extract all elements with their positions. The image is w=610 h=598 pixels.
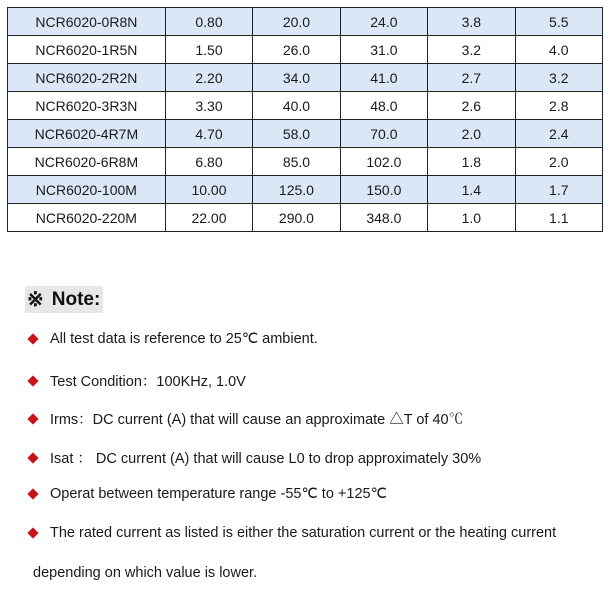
value-cell: 348.0 xyxy=(340,204,427,232)
value-cell: 1.4 xyxy=(428,176,515,204)
value-cell: 26.0 xyxy=(253,36,340,64)
note-item xyxy=(27,408,463,429)
value-cell: 102.0 xyxy=(340,148,427,176)
diamond-bullet-icon xyxy=(27,375,38,386)
value-cell: 48.0 xyxy=(340,92,427,120)
value-cell: 58.0 xyxy=(253,120,340,148)
value-cell: 2.20 xyxy=(165,64,252,92)
note-item xyxy=(27,370,246,391)
value-cell: 2.6 xyxy=(428,92,515,120)
value-cell: 1.8 xyxy=(428,148,515,176)
diamond-bullet-icon xyxy=(27,527,38,538)
value-cell: 5.5 xyxy=(515,8,602,36)
spec-table-body xyxy=(8,8,603,232)
note-title: Note: xyxy=(51,288,101,310)
part-number-cell: NCR6020-2R2N xyxy=(8,64,166,92)
part-number-cell: NCR6020-0R8N xyxy=(8,8,166,36)
table-row xyxy=(8,92,603,120)
value-cell: 31.0 xyxy=(340,36,427,64)
note-item-text: Irms：DC current (A) that will cause an approximate △T of 40℃ xyxy=(50,412,464,428)
value-cell: 3.2 xyxy=(515,64,602,92)
note-item xyxy=(27,331,318,347)
note-item-text: Test Condition：100KHz, 1.0V xyxy=(50,374,246,390)
table-row xyxy=(8,176,603,204)
part-number-cell: NCR6020-4R7M xyxy=(8,120,166,148)
note-item xyxy=(27,447,481,468)
value-cell: 1.50 xyxy=(165,36,252,64)
table-row xyxy=(8,204,603,232)
diamond-bullet-icon xyxy=(27,488,38,499)
note-item-text: All test data is reference to 25℃ ambient. xyxy=(50,331,318,347)
value-cell: 1.0 xyxy=(428,204,515,232)
part-number-cell: NCR6020-6R8M xyxy=(8,148,166,176)
value-cell: 10.00 xyxy=(165,176,252,204)
value-cell: 125.0 xyxy=(253,176,340,204)
value-cell: 2.0 xyxy=(515,148,602,176)
diamond-bullet-icon xyxy=(27,333,38,344)
part-number-cell: NCR6020-1R5N xyxy=(8,36,166,64)
value-cell: 4.70 xyxy=(165,120,252,148)
value-cell: 6.80 xyxy=(165,148,252,176)
value-cell: 0.80 xyxy=(165,8,252,36)
value-cell: 22.00 xyxy=(165,204,252,232)
value-cell: 3.30 xyxy=(165,92,252,120)
reference-mark-icon: ※ xyxy=(27,289,44,311)
note-item-text: Isat ： DC current (A) that will cause L0 to drop approximately 30% xyxy=(50,451,482,467)
value-cell: 3.8 xyxy=(428,8,515,36)
value-cell: 34.0 xyxy=(253,64,340,92)
note-heading xyxy=(25,286,103,313)
value-cell: 24.0 xyxy=(340,8,427,36)
spec-table xyxy=(7,7,603,232)
value-cell: 70.0 xyxy=(340,120,427,148)
table-row xyxy=(8,8,603,36)
table-row xyxy=(8,36,603,64)
note-item-text: The rated current as listed is either the saturation current or the heating current xyxy=(50,525,557,541)
part-number-cell: NCR6020-3R3N xyxy=(8,92,166,120)
value-cell: 1.7 xyxy=(515,176,602,204)
part-number-cell: NCR6020-100M xyxy=(8,176,166,204)
note-item xyxy=(27,525,556,541)
diamond-bullet-icon xyxy=(27,413,38,424)
value-cell: 2.8 xyxy=(515,92,602,120)
value-cell: 290.0 xyxy=(253,204,340,232)
part-number-cell: NCR6020-220M xyxy=(8,204,166,232)
value-cell: 1.1 xyxy=(515,204,602,232)
value-cell: 41.0 xyxy=(340,64,427,92)
value-cell: 3.2 xyxy=(428,36,515,64)
value-cell: 2.7 xyxy=(428,64,515,92)
table-row xyxy=(8,148,603,176)
diamond-bullet-icon xyxy=(27,452,38,463)
value-cell: 4.0 xyxy=(515,36,602,64)
value-cell: 40.0 xyxy=(253,92,340,120)
value-cell: 20.0 xyxy=(253,8,340,36)
value-cell: 150.0 xyxy=(340,176,427,204)
note-item-continuation: depending on which value is lower. xyxy=(33,565,258,581)
note-item xyxy=(27,486,387,502)
value-cell: 85.0 xyxy=(253,148,340,176)
table-row xyxy=(8,64,603,92)
value-cell: 2.4 xyxy=(515,120,602,148)
table-row xyxy=(8,120,603,148)
note-item-text: Operat between temperature range -55℃ to +125℃ xyxy=(50,486,387,502)
value-cell: 2.0 xyxy=(428,120,515,148)
